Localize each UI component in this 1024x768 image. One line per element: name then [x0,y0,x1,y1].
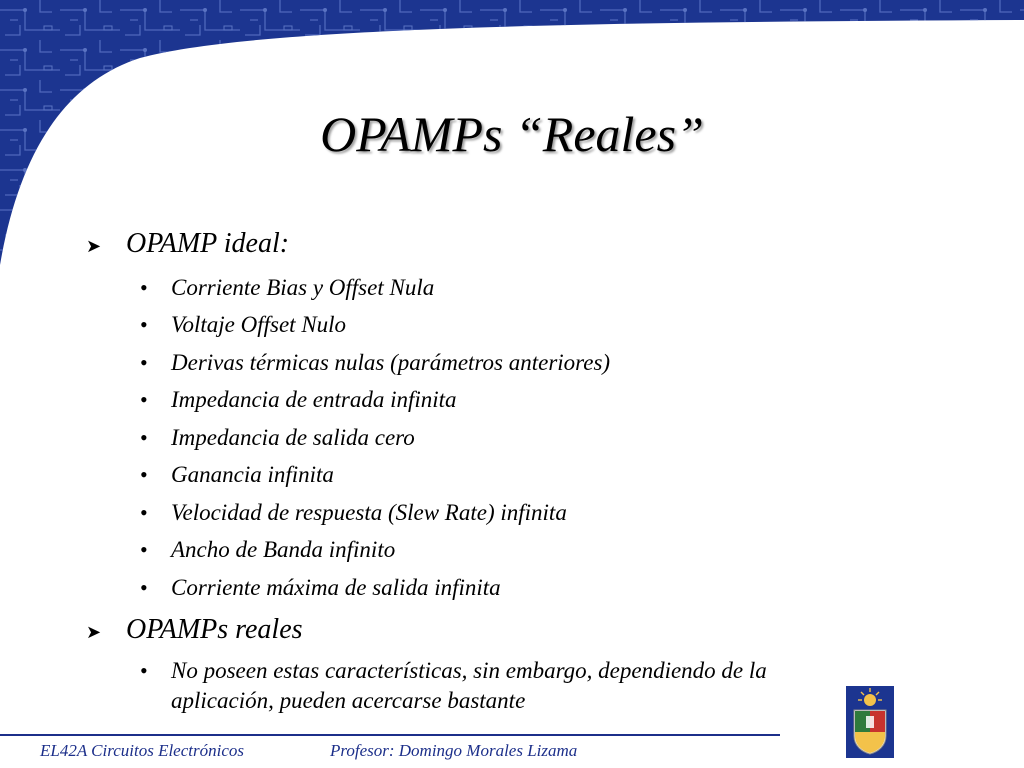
arrowhead-bullet-icon: ➤ [86,236,102,256]
round-bullet-icon: • [140,275,148,300]
round-bullet-icon: • [140,462,148,487]
section-heading-real: OPAMPs reales [126,614,303,645]
list-item: Ancho de Banda infinito [171,537,396,562]
round-bullet-icon: • [140,658,148,683]
footer-professor: Profesor: Domingo Morales Lizama [330,741,578,760]
round-bullet-icon: • [140,575,148,600]
list-item: Impedancia de entrada infinita [171,387,457,412]
university-crest-icon [846,686,894,758]
round-bullet-icon: • [140,350,148,375]
list-item: Ganancia infinita [171,462,334,487]
footer-course: EL42A Circuitos Electrónicos [40,741,244,760]
list-item: Derivas térmicas nulas (parámetros anteriores) [171,350,611,375]
round-bullet-icon: • [140,537,148,562]
arrowhead-bullet-icon: ➤ [86,622,102,642]
round-bullet-icon: • [140,387,148,412]
list-item: Impedancia de salida cero [171,425,415,450]
list-item-continuation: aplicación, pueden acercarse bastante [171,688,526,713]
round-bullet-icon: • [140,425,148,450]
round-bullet-icon: • [140,312,148,337]
round-bullet-icon: • [140,500,148,525]
list-item: No poseen estas características, sin embargo, dependiendo de la [171,658,767,683]
list-item: Corriente máxima de salida infinita [171,575,501,600]
slide-title: OPAMPs “Reales” [320,106,704,162]
list-item: Corriente Bias y Offset Nula [171,275,435,300]
list-item: Velocidad de respuesta (Slew Rate) infinita [171,500,567,525]
list-item: Voltaje Offset Nulo [171,312,347,337]
footer-divider [0,734,780,736]
section-heading-ideal: OPAMP ideal: [126,228,290,259]
